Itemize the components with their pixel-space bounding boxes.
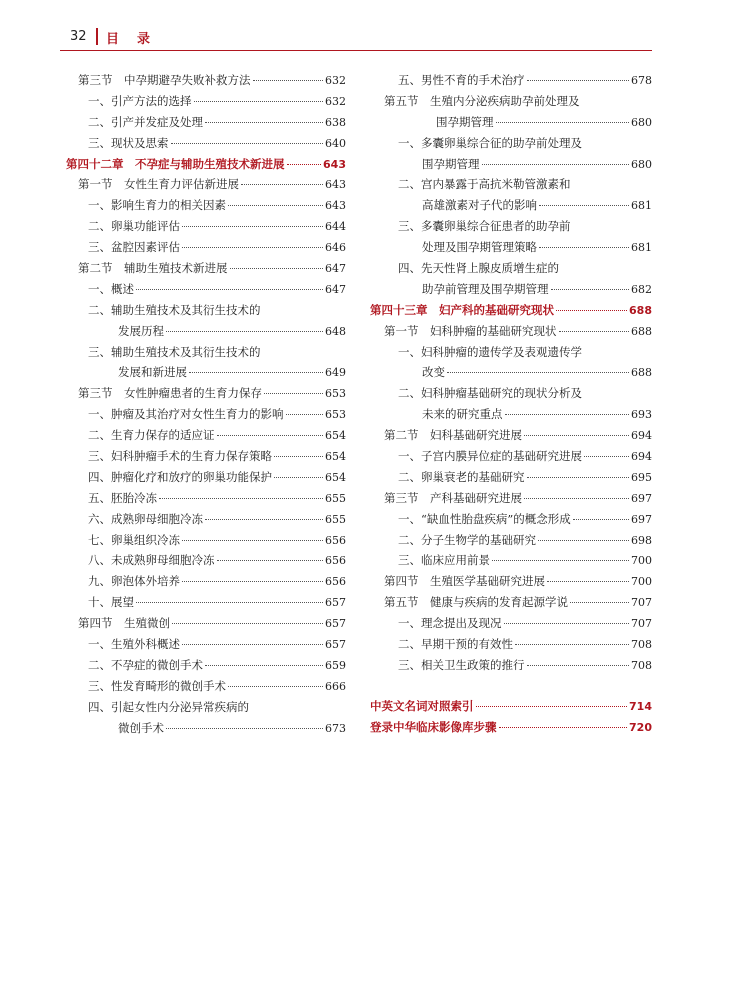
- toc-entry-page: 680: [631, 115, 652, 129]
- toc-entry: [370, 362, 652, 383]
- toc-entry-label: 第三节 中孕期避孕失败补救方法: [78, 73, 251, 87]
- dot-leader: [253, 80, 324, 81]
- toc-entry-label: 第二节 妇科基础研究进展: [384, 428, 522, 443]
- header-title: 目录: [106, 32, 169, 47]
- toc-entry: [370, 530, 652, 551]
- toc-entry-page: 657: [325, 638, 346, 652]
- dot-leader: [482, 164, 630, 165]
- toc-entry: [370, 634, 652, 655]
- toc-entry-page: 632: [325, 74, 346, 87]
- toc-entry: [66, 154, 346, 175]
- toc-entry: [66, 676, 346, 697]
- toc-entry: [66, 133, 346, 154]
- header-divider: [96, 28, 98, 45]
- toc-entry-page: 697: [631, 491, 652, 505]
- toc-entry-page: 659: [325, 658, 346, 672]
- dot-leader: [492, 560, 629, 561]
- toc-entry: [370, 279, 652, 300]
- toc-entry-label: 登录中华临床影像库步骤: [370, 719, 497, 734]
- dot-leader: [286, 414, 324, 415]
- toc-entry-label: 一、影响生育力的相关因素: [88, 198, 226, 213]
- toc-entry-page: 682: [631, 282, 652, 296]
- toc-entry-page: 654: [325, 450, 346, 464]
- toc-entry-label: 发展和新进展: [118, 365, 187, 380]
- dot-leader: [205, 519, 323, 520]
- toc-entry-label: 二、宫内暴露于高抗米勒管激素和: [398, 177, 571, 192]
- toc-entry-page: 688: [631, 324, 652, 338]
- toc-entry: [370, 488, 652, 509]
- dot-leader: [228, 686, 323, 687]
- toc-entry: [66, 634, 346, 655]
- toc-entry-label: 第四节 生殖医学基础研究进展: [384, 574, 545, 589]
- toc-entry-page: 720: [629, 720, 652, 734]
- toc-entry-label: 七、卵巢组织冷冻: [88, 532, 180, 547]
- dot-leader: [559, 331, 630, 332]
- dot-leader: [189, 372, 323, 373]
- dot-leader: [573, 519, 629, 520]
- toc-entry-page: 648: [325, 324, 346, 338]
- dot-leader: [166, 728, 323, 729]
- toc-entry-page: 680: [631, 157, 652, 171]
- dot-leader: [547, 581, 629, 582]
- toc-entry-page: 653: [325, 408, 346, 422]
- toc-entry: [66, 342, 346, 363]
- toc-entry: [370, 550, 652, 571]
- toc-entry-label: 三、现状及思索: [88, 135, 169, 150]
- toc-entry: [370, 446, 652, 467]
- toc-entry-label: 十、展望: [88, 595, 134, 610]
- toc-entry-label: 一、引产方法的选择: [88, 93, 192, 108]
- toc-entry-label: 第四十二章 不孕症与辅助生殖技术新进展: [66, 156, 285, 171]
- toc-entry-label: 三、盆腔因素评估: [88, 240, 180, 255]
- toc-entry-label: 一、生殖外科概述: [88, 637, 180, 652]
- toc-entry-label: 五、胚胎冷冻: [88, 490, 157, 505]
- toc-entry-label: 三、多囊卵巢综合征患者的助孕前: [398, 219, 571, 234]
- toc-entry-label: 围孕期管理: [422, 156, 480, 171]
- toc-entry: [66, 425, 346, 446]
- toc-entry-label: 一、概述: [88, 281, 134, 296]
- dot-leader: [264, 393, 323, 394]
- dot-leader: [159, 498, 323, 499]
- toc-entry-label: 二、分子生物学的基础研究: [398, 532, 536, 547]
- toc-entry: [370, 300, 652, 321]
- dot-leader: [241, 184, 323, 185]
- dot-leader: [217, 435, 324, 436]
- dot-leader: [524, 498, 629, 499]
- toc-entry-label: 二、早期干预的有效性: [398, 637, 513, 652]
- toc-entry-label: 未来的研究重点: [422, 407, 503, 422]
- toc-entry-label: 六、成熟卵母细胞冷冻: [88, 511, 203, 526]
- toc-entry: [66, 70, 346, 91]
- toc-entry: [370, 258, 652, 279]
- dot-leader: [505, 414, 630, 415]
- dot-leader: [136, 289, 323, 290]
- toc-entry-label: 四、肿瘤化疗和放疗的卵巢功能保护: [88, 469, 272, 484]
- toc-entry-label: 高雄激素对子代的影响: [422, 198, 537, 213]
- toc-entry-page: 678: [631, 74, 652, 87]
- dot-leader: [527, 665, 630, 666]
- toc-entry: [66, 91, 346, 112]
- toc-entry-page: 653: [325, 387, 346, 401]
- toc-entry-label: 二、引产并发症及处理: [88, 114, 203, 129]
- toc-entry-label: 三、临床应用前景: [398, 553, 490, 568]
- toc-entry-label: 一、理念提出及现况: [398, 616, 502, 631]
- dot-leader: [136, 602, 323, 603]
- toc-entry-label: 第五节 生殖内分泌疾病助孕前处理及: [384, 93, 580, 108]
- dot-leader: [274, 477, 323, 478]
- toc-entry-label: 二、不孕症的微创手术: [88, 657, 203, 672]
- toc-entry-label: 发展历程: [118, 323, 164, 338]
- toc-entry-page: 666: [325, 679, 346, 693]
- toc-entry-page: 654: [325, 429, 346, 443]
- toc-entry: [370, 509, 652, 530]
- toc-entry-page: 632: [325, 94, 346, 108]
- toc-entry-label: 二、卵巢衰老的基础研究: [398, 469, 525, 484]
- toc-entry-page: 655: [325, 491, 346, 505]
- dot-leader: [538, 540, 629, 541]
- toc-entry-label: 第三节 产科基础研究进展: [384, 490, 522, 505]
- dot-leader: [172, 623, 323, 624]
- dot-leader: [182, 226, 323, 227]
- toc-entry: [370, 383, 652, 404]
- toc-entry: [66, 195, 346, 216]
- toc-entry: [66, 488, 346, 509]
- toc-entry: [66, 404, 346, 425]
- toc-entry-page: 693: [631, 408, 652, 422]
- toc-entry-page: 707: [631, 596, 652, 610]
- toc-entry: [66, 446, 346, 467]
- toc-entry-page: 695: [631, 470, 652, 484]
- toc-entry-label: 一、多囊卵巢综合征的助孕前处理及: [398, 135, 582, 150]
- toc-entry-label: 二、辅助生殖技术及其衍生技术的: [88, 302, 261, 317]
- toc-entry-label: 第五节 健康与疾病的发育起源学说: [384, 595, 568, 610]
- toc-entry: [66, 718, 346, 739]
- toc-entry-page: 673: [325, 721, 346, 735]
- toc-entry: [66, 300, 346, 321]
- dot-leader: [496, 122, 630, 123]
- toc-entry-page: 640: [325, 136, 346, 150]
- dot-leader: [539, 247, 629, 248]
- dot-leader: [504, 623, 630, 624]
- dot-leader: [205, 665, 323, 666]
- dot-leader: [447, 372, 629, 373]
- toc-entry-label: 助孕前管理及围孕期管理: [422, 281, 549, 296]
- toc-entry-label: 一、肿瘤及其治疗对女性生育力的影响: [88, 407, 284, 422]
- toc-entry: [370, 655, 652, 676]
- dot-leader: [551, 289, 630, 290]
- toc-entry-page: 694: [631, 450, 652, 464]
- toc-entry: [370, 613, 652, 634]
- toc-entry-label: 第三节 女性肿瘤患者的生育力保存: [78, 386, 262, 401]
- dot-leader: [527, 80, 630, 81]
- toc-entry: [370, 154, 652, 175]
- page-number: 32: [70, 29, 87, 44]
- toc-entry: [370, 717, 652, 738]
- toc-right-column: [370, 70, 652, 738]
- toc-entry-label: 二、妇科肿瘤基础研究的现状分析及: [398, 386, 582, 401]
- toc-entry-label: 五、男性不育的手术治疗: [398, 73, 525, 87]
- dot-leader: [527, 477, 630, 478]
- header-rule: [60, 50, 652, 51]
- toc-entry-label: 微创手术: [118, 720, 164, 735]
- toc-entry: [66, 112, 346, 133]
- toc-entry-label: 第一节 女性生育力评估新进展: [78, 177, 239, 192]
- dot-leader: [205, 122, 323, 123]
- toc-entry: [66, 550, 346, 571]
- dot-leader: [274, 456, 323, 457]
- toc-entry-page: 643: [323, 157, 346, 171]
- toc-entry: [66, 174, 346, 195]
- dot-leader: [515, 644, 629, 645]
- page-header: [60, 26, 652, 50]
- toc-entry: [370, 112, 652, 133]
- toc-entry-label: 一、子宫内膜异位症的基础研究进展: [398, 449, 582, 464]
- toc-entry: [66, 571, 346, 592]
- toc-entry-label: 第四十三章 妇产科的基础研究现状: [370, 302, 554, 317]
- toc-entry: [66, 697, 346, 718]
- toc-entry-label: 八、未成熟卵母细胞冷冻: [88, 553, 215, 568]
- toc-entry-label: 第一节 妇科肿瘤的基础研究现状: [384, 323, 557, 338]
- toc-entry-page: 647: [325, 262, 346, 276]
- dot-leader: [228, 205, 323, 206]
- toc-entry-label: 第四节 生殖微创: [78, 616, 170, 631]
- dot-leader: [499, 727, 628, 728]
- toc-entry-label: 中英文名词对照索引: [370, 698, 474, 713]
- toc-entry-label: 三、妇科肿瘤手术的生育力保存策略: [88, 449, 272, 464]
- toc-entry: [370, 174, 652, 195]
- toc-entry: [370, 195, 652, 216]
- dot-leader: [194, 101, 324, 102]
- toc-entry: [370, 696, 652, 717]
- toc-entry-label: 三、性发育畸形的微创手术: [88, 678, 226, 693]
- dot-leader: [182, 247, 323, 248]
- toc-entry-page: 698: [631, 533, 652, 547]
- toc-entry-page: 647: [325, 282, 346, 296]
- toc-entry: [66, 279, 346, 300]
- dot-leader: [171, 143, 324, 144]
- toc-spacer: [370, 676, 652, 696]
- dot-leader: [524, 435, 629, 436]
- toc-entry-page: 708: [631, 638, 652, 652]
- dot-leader: [230, 268, 324, 269]
- toc-entry: [66, 258, 346, 279]
- toc-entry-page: 657: [325, 596, 346, 610]
- toc-entry-page: 655: [325, 512, 346, 526]
- toc-entry-page: 688: [631, 366, 652, 380]
- toc-entry: [66, 216, 346, 237]
- toc-entry-page: 646: [325, 241, 346, 255]
- toc-entry-label: 一、妇科肿瘤的遗传学及表观遗传学: [398, 344, 582, 359]
- toc-entry: [370, 425, 652, 446]
- toc-entry: [370, 592, 652, 613]
- toc-entry-label: 三、相关卫生政策的推行: [398, 657, 525, 672]
- toc-entry-label: 二、生育力保存的适应证: [88, 428, 215, 443]
- toc-entry-label: 三、辅助生殖技术及其衍生技术的: [88, 344, 261, 359]
- dot-leader: [556, 310, 627, 311]
- dot-leader: [217, 560, 324, 561]
- toc-entry-page: 694: [631, 429, 652, 443]
- toc-entry-page: 681: [631, 241, 652, 255]
- dot-leader: [570, 602, 629, 603]
- toc-entry-label: 改变: [422, 365, 445, 380]
- toc-entry: [370, 404, 652, 425]
- toc-entry: [66, 467, 346, 488]
- toc-entry-label: 四、引起女性内分泌异常疾病的: [88, 699, 249, 714]
- toc-entry-page: 649: [325, 366, 346, 380]
- toc-entry-page: 656: [325, 554, 346, 568]
- dot-leader: [476, 706, 628, 707]
- toc-entry-page: 656: [325, 533, 346, 547]
- toc-entry-page: 638: [325, 115, 346, 129]
- toc-entry-label: 二、卵巢功能评估: [88, 219, 180, 234]
- toc-entry: [370, 467, 652, 488]
- toc-entry-page: 657: [325, 617, 346, 631]
- toc-entry: [370, 321, 652, 342]
- toc-entry: [66, 613, 346, 634]
- toc-entry-page: 707: [631, 617, 652, 631]
- toc-entry-label: 围孕期管理: [436, 114, 494, 129]
- toc-entry-page: 700: [631, 575, 652, 589]
- toc-entry-page: 643: [325, 199, 346, 213]
- toc-entry: [66, 592, 346, 613]
- dot-leader: [182, 644, 323, 645]
- dot-leader: [182, 581, 323, 582]
- toc-entry-page: 700: [631, 554, 652, 568]
- toc-entry: [66, 321, 346, 342]
- toc-entry-page: 697: [631, 512, 652, 526]
- toc-left-column: [66, 70, 346, 739]
- toc-entry-page: 714: [629, 699, 652, 713]
- dot-leader: [539, 205, 629, 206]
- toc-entry: [370, 133, 652, 154]
- toc-entry: [370, 216, 652, 237]
- toc-entry: [66, 509, 346, 530]
- toc-entry: [370, 342, 652, 363]
- toc-entry-page: 708: [631, 658, 652, 672]
- dot-leader: [584, 456, 629, 457]
- toc-entry-page: 681: [631, 199, 652, 213]
- toc-entry-page: 688: [629, 303, 652, 317]
- toc-entry: [66, 362, 346, 383]
- dot-leader: [182, 540, 323, 541]
- toc-entry: [66, 383, 346, 404]
- toc-entry-label: 处理及围孕期管理策略: [422, 240, 537, 255]
- toc-entry: [370, 237, 652, 258]
- dot-leader: [166, 331, 323, 332]
- dot-leader: [287, 164, 322, 165]
- toc-entry-label: 一、“缺血性胎盘疾病”的概念形成: [398, 511, 571, 526]
- toc-entry-page: 643: [325, 178, 346, 192]
- toc-entry-label: 九、卵泡体外培养: [88, 574, 180, 589]
- toc-entry: [370, 91, 652, 112]
- toc-entry-page: 654: [325, 470, 346, 484]
- toc-entry: [66, 530, 346, 551]
- toc-entry: [66, 237, 346, 258]
- toc-entry-page: 656: [325, 575, 346, 589]
- toc-entry: [370, 70, 652, 91]
- toc-entry-label: 第二节 辅助生殖技术新进展: [78, 261, 228, 276]
- toc-entry-label: 四、先天性肾上腺皮质增生症的: [398, 261, 559, 276]
- toc-entry-page: 644: [325, 220, 346, 234]
- toc-entry: [66, 655, 346, 676]
- toc-entry: [370, 571, 652, 592]
